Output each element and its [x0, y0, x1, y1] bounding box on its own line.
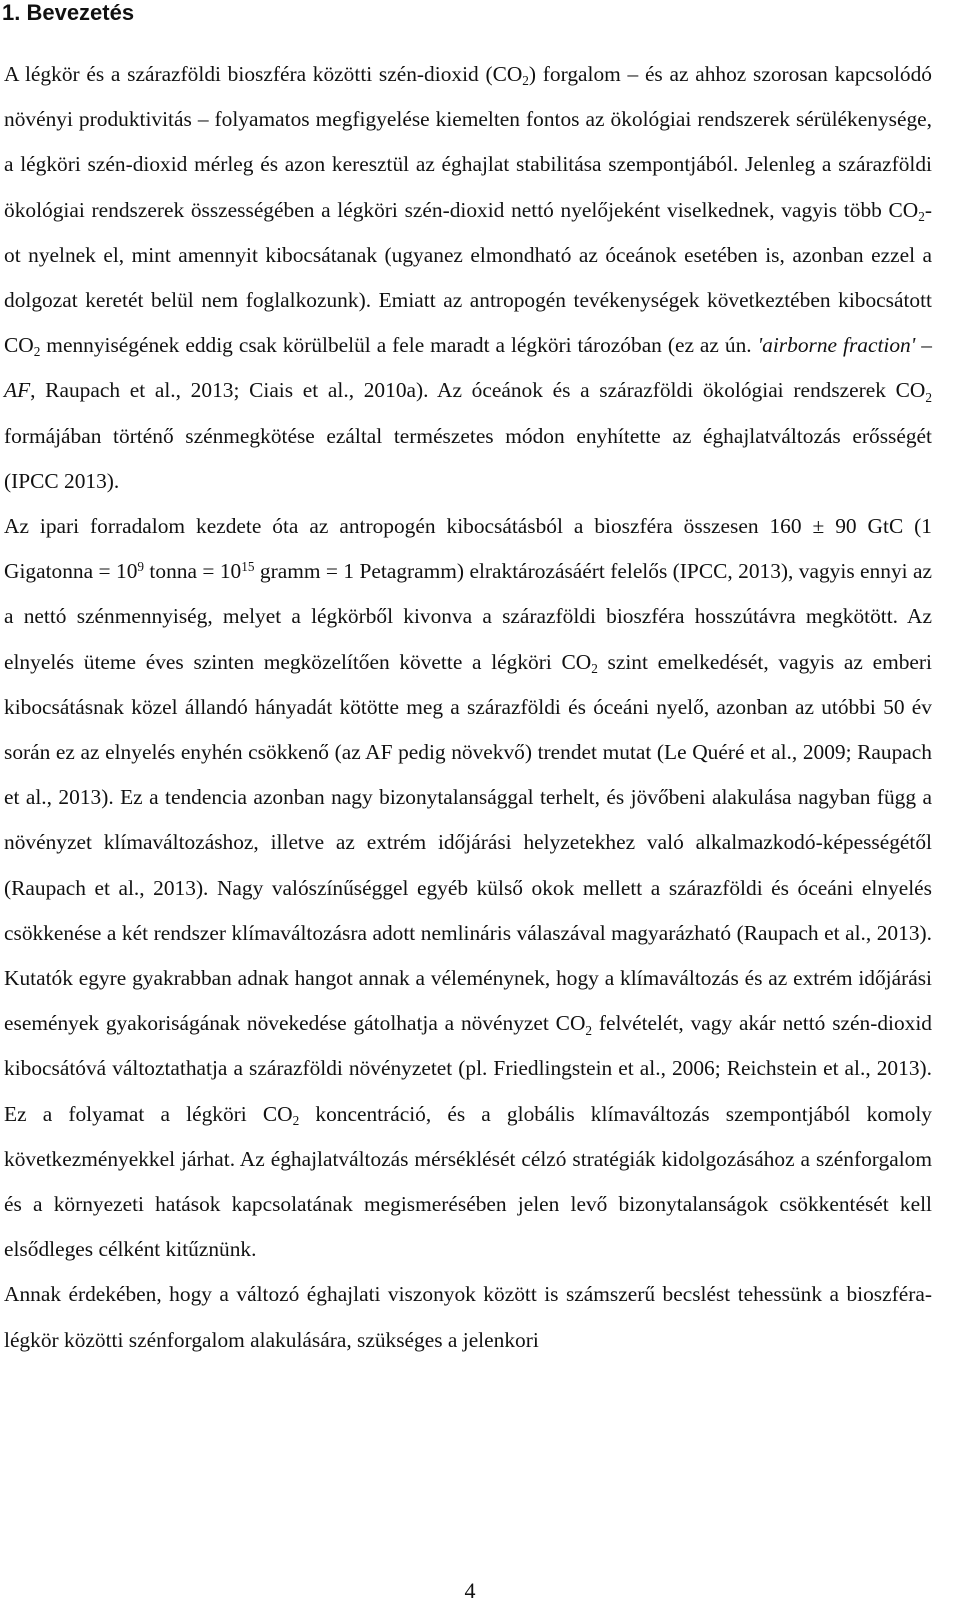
text-run: Az ipari forradalom kezdete óta az antropogén kibocsátásból a bioszféra összesen 160 ± 90 GtC (1 Gigatonna = 10 [4, 514, 932, 584]
paragraph-2 [4, 504, 932, 1272]
italic-term: 'airborne fraction' [757, 333, 916, 358]
text-run: koncentráció, és a globális klímaváltozás szempontjából komoly következményekkel járhat. Az éghajlatváltozás mérséklését célzó stratégiák kidolgozásához a szénforgalom és a környezeti hatások kapcsolatának megismerésében jelen levő bizonytalanságok csökkentését kell elsődleges célként kitűznünk. [4, 1101, 933, 1262]
text-run: tonna = 10 [144, 559, 242, 584]
subscript: 2 [522, 73, 529, 89]
text-run: – [915, 333, 932, 358]
subscript: 2 [925, 389, 932, 405]
text-run: -ot nyelnek el, mint amennyit kibocsátanak (ugyanez elmondható az óceánok esetében is, azonban ezzel a dolgozat keretét belül nem foglalkozunk). Emiatt az antropogén tevékenységek következtében kibocsátott CO [4, 197, 932, 358]
subscript: 2 [585, 1022, 593, 1038]
text-run: Annak érdekében, hogy a változó éghajlati viszonyok között is számszerű becslést tehessünk a bioszféra-légkör közötti szénforgalom alakulására, szükséges a jelenkori [4, 1282, 932, 1352]
section-heading: 1. Bevezetés [2, 0, 135, 25]
text-run: mennyiségének eddig csak körülbelül a fele maradt a légköri tározóban (ez az ún. [40, 333, 758, 358]
subscript: 2 [292, 1112, 300, 1128]
paragraph-1 [4, 52, 932, 504]
text-run: A légkör és a szárazföldi bioszféra közötti szén-dioxid (CO [4, 62, 523, 86]
text-run: formájában történő szénmegkötése ezáltal természetes módon enyhítette az éghajlatváltozás erősségét (IPCC 2013). [4, 423, 932, 493]
body-text [4, 52, 932, 1363]
text-run: ) forgalom – és az ahhoz szorosan kapcsolódó növényi produktivitás – folyamatos megfigyelése kiemelten fontos az ökológiai rendszerek sérülékenysége, a légköri szén-dioxid mérleg és azon keresztül az éghajlat stabilitása szempontjából. Jelenleg a szárazföldi ökológiai rendszerek összességében a légköri szén-dioxid nettó nyelőjeként viselkednek, vagyis több CO [4, 62, 932, 222]
text-run: gramm = 1 Petagramm) elraktározásáért felelős (IPCC, 2013), vagyis ennyi az a nettó szénmennyiség, melyet a légkörből kivonva a szárazföldi bioszféra hosszútávra megkötött. Az elnyelés üteme éves szinten megközelítően követte a légköri CO [4, 559, 932, 674]
italic-term: AF [4, 378, 31, 403]
page-number: 4 [464, 1578, 476, 1603]
paragraph-3 [4, 1272, 932, 1362]
text-run: , Raupach et al., 2013; Ciais et al., 2010a). Az óceánok és a szárazföldi ökológiai rendszerek CO [30, 378, 926, 403]
text-run: szint emelkedését, vagyis az emberi kibocsátásnak közel állandó hányadát kötötte meg a szárazföldi és óceáni nyelő, azonban az utóbbi 50 év során ez az elnyelés enyhén csökkenő (az AF pedig növekvő) trendet mutat (Le Quéré et al., 2009; Raupach et al., 2013). Ez a tendencia azonban nagy bizonytalansággal terhelt, és jövőbeni alakulása nagyban függ a növényzet klímaváltozáshoz, illetve az extrém időjárási helyzetekhez való alkalmazkodó-képességétől (Raupach et al., 2013). Nagy valószínűséggel egyéb külső okok mellett a szárazföldi és óceáni elnyelés csökkenése a két rendszer klímaváltozásra adott nemlináris válaszával magyarázható (Raupach et al., 2013). Kutatók egyre gyakrabban adnak hangot annak a véleménynek, hogy a klímaváltozás és az extrém időjárási események gyakoriságának növekedése gátolhatja a növényzet CO [4, 649, 932, 1036]
subscript: 2 [33, 344, 41, 360]
superscript: 9 [137, 558, 145, 574]
subscript: 2 [591, 660, 598, 676]
subscript: 2 [918, 208, 925, 224]
text-run: felvételét, vagy akár nettó szén-dioxid kibocsátóvá változtathatja a szárazföldi növényzetet (pl. Friedlingstein et al., 2006; Reichstein et al., 2013). Ez a folyamat a légköri CO [4, 1011, 932, 1126]
superscript: 15 [241, 558, 255, 574]
